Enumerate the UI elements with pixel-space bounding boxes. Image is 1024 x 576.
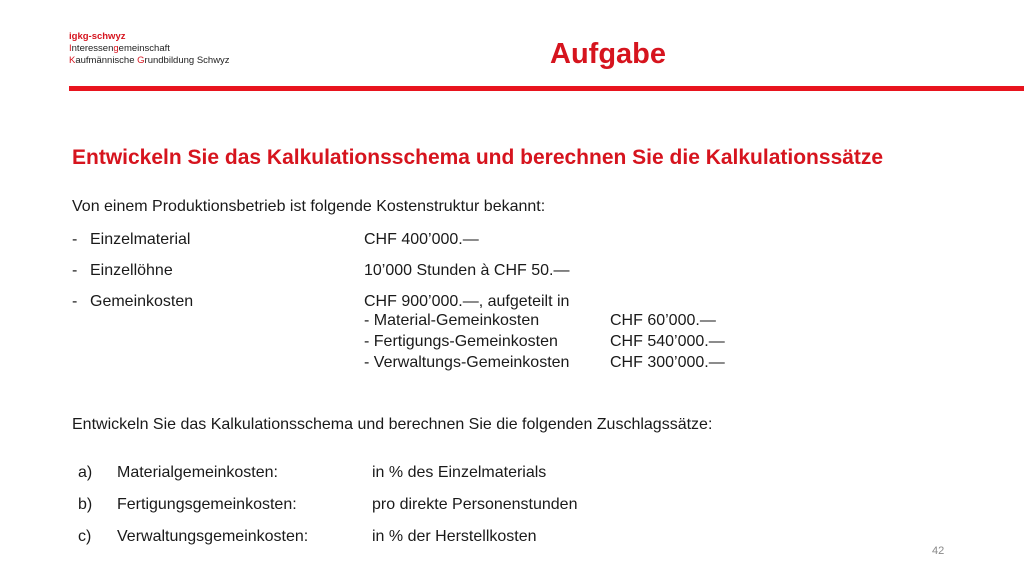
task-letter: a) (78, 464, 93, 481)
cost-item-label: Gemeinkosten (90, 293, 194, 310)
cost-item-value: 10’000 Stunden à CHF 50.— (364, 262, 570, 279)
cost-item-label: Einzellöhne (90, 262, 173, 279)
task-label: Fertigungsgemeinkosten: (117, 496, 297, 513)
logo-line-2-accent: K (69, 55, 76, 66)
cost-item-dash: - (72, 293, 78, 310)
logo-line-1-accent2: g (113, 43, 119, 54)
logo-line-2-part1: aufmännische (75, 55, 138, 66)
section-heading: Entwickeln Sie das Kalkulationsschema und berechnen Sie die Kalkulationssätze (72, 146, 884, 169)
overhead-item-value: CHF 540’000.— (610, 333, 725, 350)
logo-line-1-accent: I (69, 43, 72, 54)
logo-line-2 (69, 55, 230, 67)
overhead-item-label: - Verwaltungs-Gemeinkosten (364, 354, 570, 371)
task-value: in % des Einzelmaterials (372, 464, 547, 481)
intro-text: Von einem Produktionsbetrieb ist folgende Kostenstruktur bekannt: (72, 198, 546, 215)
logo-line-1-part2: emeinschaft (118, 43, 170, 54)
page-number: 42 (932, 545, 945, 557)
task-value: in % der Herstellkosten (372, 528, 537, 545)
task-label: Verwaltungsgemeinkosten: (117, 528, 309, 545)
logo-line-1 (69, 43, 230, 55)
task-letter: c) (78, 528, 92, 545)
overhead-item-value: CHF 60’000.— (610, 312, 716, 329)
task-value: pro direkte Personenstunden (372, 496, 578, 513)
overhead-item-label: - Material-Gemeinkosten (364, 312, 540, 329)
logo-name: igkg-schwyz (69, 31, 126, 42)
slide-title: Aufgabe (550, 38, 666, 70)
logo-line-1-part1: nteressen (71, 43, 114, 54)
overhead-item-value: CHF 300’000.— (610, 354, 725, 371)
task-intro-text: Entwickeln Sie das Kalkulationsschema und berechnen Sie die folgenden Zuschlagssätze: (72, 416, 713, 433)
title-divider-bar (69, 86, 1024, 91)
logo-line-2-part2: rundbildung Schwyz (144, 55, 230, 66)
task-letter: b) (78, 496, 93, 513)
task-label: Materialgemeinkosten: (117, 464, 278, 481)
overhead-item-label: - Fertigungs-Gemeinkosten (364, 333, 558, 350)
logo (69, 31, 230, 67)
cost-item-dash: - (72, 262, 78, 279)
cost-item-label: Einzelmaterial (90, 231, 191, 248)
cost-item-dash: - (72, 231, 78, 248)
cost-item-value: CHF 900’000.—, aufgeteilt in (364, 293, 570, 310)
logo-line-2-accent2: G (137, 55, 145, 66)
cost-item-value: CHF 400’000.— (364, 231, 479, 248)
